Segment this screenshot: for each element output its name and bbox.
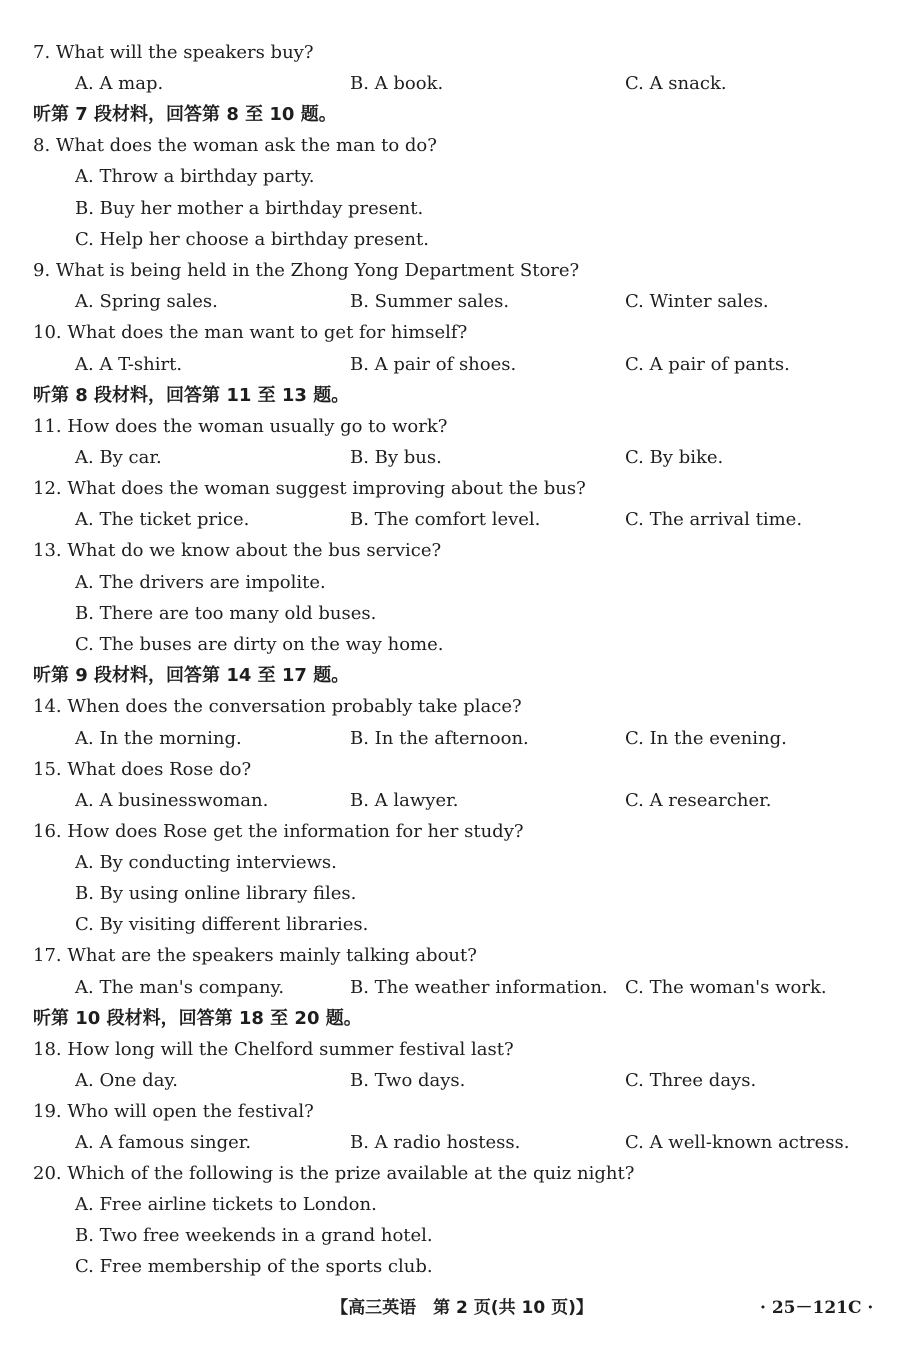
q12-option-a: A. The ticket price. <box>75 509 250 530</box>
q11-option-c: C. By bike. <box>625 447 724 468</box>
section-heading-8: 听第 8 段材料，回答第 11 至 13 题。 <box>33 385 350 406</box>
q18-option-b: B. Two days. <box>350 1070 466 1091</box>
q9-option-c: C. Winter sales. <box>625 291 769 312</box>
q9-option-b: B. Summer sales. <box>350 291 510 312</box>
question-20: 20. Which of the following is the prize available at the quiz night? <box>33 1163 635 1184</box>
page-footer-label: 【高三英语 第 2 页(共 10 页)】 <box>331 1298 593 1318</box>
q15-option-a: A. A businesswoman. <box>75 790 269 811</box>
section-heading-9: 听第 9 段材料，回答第 14 至 17 题。 <box>33 665 350 686</box>
question-15: 15. What does Rose do? <box>33 759 252 780</box>
q15-option-b: B. A lawyer. <box>350 790 459 811</box>
q19-option-c: C. A well-known actress. <box>625 1132 850 1153</box>
question-8: 8. What does the woman ask the man to do? <box>33 135 437 156</box>
question-12: 12. What does the woman suggest improving about the bus? <box>33 478 586 499</box>
q17-option-a: A. The man's company. <box>75 977 285 998</box>
question-19: 19. Who will open the festival? <box>33 1101 314 1122</box>
q16-option-b: B. By using online library files. <box>75 883 357 904</box>
q18-option-a: A. One day. <box>75 1070 178 1091</box>
question-16: 16. How does Rose get the information for her study? <box>33 821 524 842</box>
q14-option-b: B. In the afternoon. <box>350 728 529 749</box>
q10-option-a: A. A T-shirt. <box>75 354 183 375</box>
q17-option-c: C. The woman's work. <box>625 977 827 998</box>
q14-option-a: A. In the morning. <box>75 728 242 749</box>
q10-option-b: B. A pair of shoes. <box>350 354 517 375</box>
question-18: 18. How long will the Chelford summer festival last? <box>33 1039 514 1060</box>
q13-option-c: C. The buses are dirty on the way home. <box>75 634 444 655</box>
q17-option-b: B. The weather information. <box>350 977 608 998</box>
q13-option-a: A. The drivers are impolite. <box>75 572 326 593</box>
q12-option-c: C. The arrival time. <box>625 509 803 530</box>
question-9: 9. What is being held in the Zhong Yong Department Store? <box>33 260 580 281</box>
q13-option-b: B. There are too many old buses. <box>75 603 377 624</box>
question-7: 7. What will the speakers buy? <box>33 42 314 63</box>
q8-option-c: C. Help her choose a birthday present. <box>75 229 429 250</box>
q7-option-a: A. A map. <box>75 73 164 94</box>
q11-option-b: B. By bus. <box>350 447 442 468</box>
q11-option-a: A. By car. <box>75 447 162 468</box>
q18-option-c: C. Three days. <box>625 1070 757 1091</box>
q10-option-c: C. A pair of pants. <box>625 354 790 375</box>
section-heading-10: 听第 10 段材料，回答第 18 至 20 题。 <box>33 1008 362 1029</box>
question-17: 17. What are the speakers mainly talking about? <box>33 945 477 966</box>
question-14: 14. When does the conversation probably take place? <box>33 696 522 717</box>
q19-option-a: A. A famous singer. <box>75 1132 252 1153</box>
question-13: 13. What do we know about the bus service? <box>33 540 442 561</box>
q20-option-a: A. Free airline tickets to London. <box>75 1194 377 1215</box>
q19-option-b: B. A radio hostess. <box>350 1132 521 1153</box>
question-10: 10. What does the man want to get for himself? <box>33 322 468 343</box>
q7-option-b: B. A book. <box>350 73 444 94</box>
q15-option-c: C. A researcher. <box>625 790 772 811</box>
q20-option-b: B. Two free weekends in a grand hotel. <box>75 1225 433 1246</box>
q16-option-c: C. By visiting different libraries. <box>75 914 369 935</box>
q8-option-a: A. Throw a birthday party. <box>75 166 315 187</box>
q8-option-b: B. Buy her mother a birthday present. <box>75 198 424 219</box>
q12-option-b: B. The comfort level. <box>350 509 541 530</box>
section-heading-7: 听第 7 段材料，回答第 8 至 10 题。 <box>33 104 337 125</box>
q14-option-c: C. In the evening. <box>625 728 787 749</box>
q16-option-a: A. By conducting interviews. <box>75 852 337 873</box>
q9-option-a: A. Spring sales. <box>75 291 218 312</box>
question-11: 11. How does the woman usually go to work? <box>33 416 448 437</box>
page-footer-code: · 25－121C · <box>760 1298 874 1318</box>
q7-option-c: C. A snack. <box>625 73 727 94</box>
q20-option-c: C. Free membership of the sports club. <box>75 1256 433 1277</box>
